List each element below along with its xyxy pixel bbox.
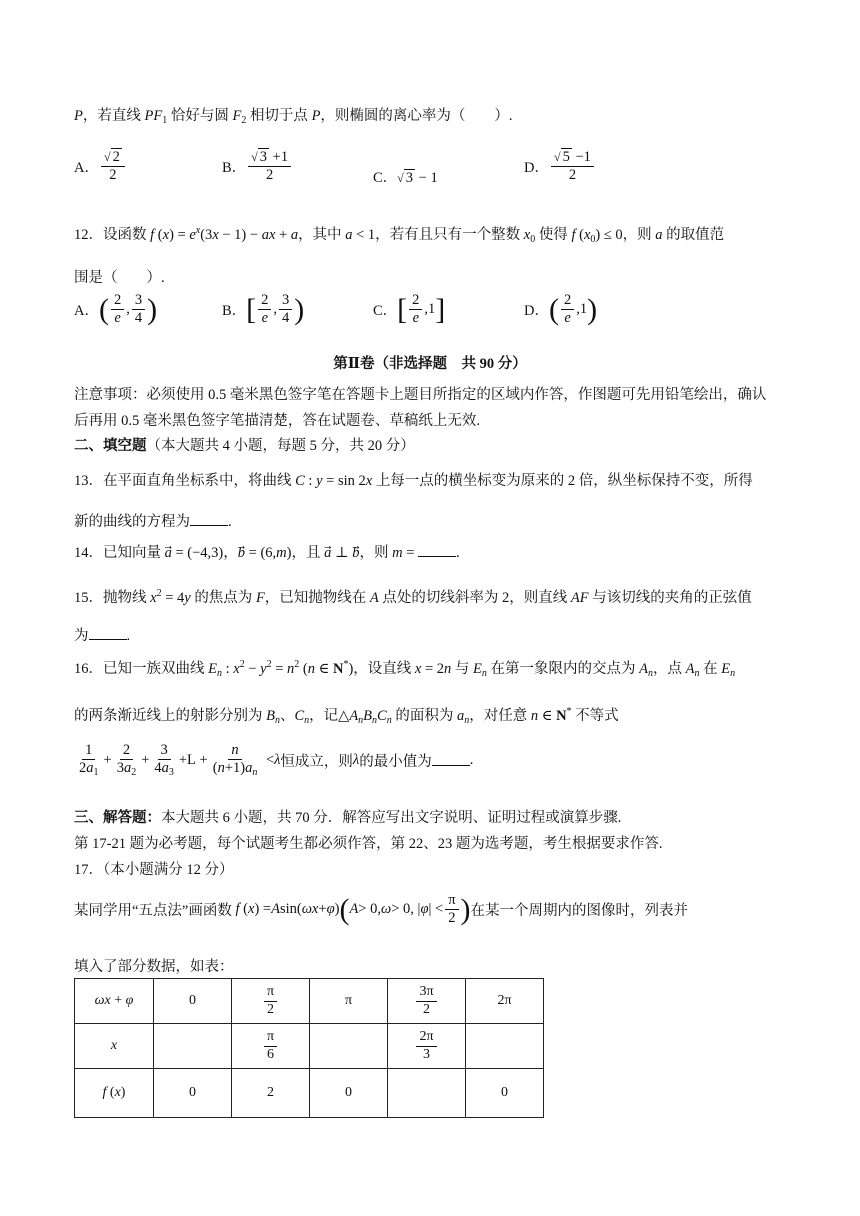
q14-text: 14．已知向量 a⃗ = (−4,3)，b⃗ = (6,m)，且 a⃗ ⊥ b⃗，则 m = . (74, 545, 460, 561)
part2-title: 第Ⅱ卷（非选择题 共 90 分） (333, 356, 527, 372)
table-cell-r1-c0: x (75, 1024, 154, 1069)
table-cell-r2-c1: 0 (154, 1069, 232, 1118)
section2-desc: （本大题共 4 小题，每题 5 分，共 20 分） (146, 438, 415, 454)
q11-option-d: D． $\frac{√ 5 -1}{2}$ (524, 150, 596, 183)
q12-line2: 围是（ ）. (74, 270, 165, 286)
table-cell-r2-c3: 0 (310, 1069, 388, 1118)
section3-line2: 第 17-21 题为必考题，每个试题考生都必须作答，第 22、23 题为选考题，考生根据要求作答. (74, 836, 663, 852)
table-cell-r0-c2: $\frac{\pi}{2}$ (232, 979, 310, 1024)
section2-title: 二、填空题 (74, 438, 147, 454)
table-cell-r0-c4: $\frac{3\pi}{2}$ (388, 979, 466, 1024)
table-cell-r2-c4 (388, 1069, 466, 1118)
table-cell-r2-c5: 0 (466, 1069, 544, 1118)
q12-option-d: D． ( $\frac{2}{e}$ ,1 ) (524, 292, 598, 327)
table-cell-r2-c0: f (x) (75, 1069, 154, 1118)
part2-notice-line2: 后再用 0.5 毫米黑色签字笔描清楚，答在试题卷、草稿纸上无效. (74, 413, 480, 429)
table-cell-r1-c3 (310, 1024, 388, 1069)
q13-line1: 13．在平面直角坐标系中，将曲线 C : y = sin 2x 上每一点的横坐标变为原来的 2 倍，纵坐标保持不变，所得 (74, 473, 753, 489)
q12-option-b: B． [ $\frac{2}{e}$ , $\frac{3}{4}$ ) (222, 292, 305, 327)
part2-notice-line1: 注意事项：必须使用 0.5 毫米黑色签字笔在答题卡上题目所指定的区域内作答，作图题可先用铅笔绘出，确认 (74, 387, 767, 403)
q16-line2: 的两条渐近线上的射影分别为 $B_n$、$C_n$，记$\triangle A_nB_nC_n$ 的面积为 $a_n$，对任意 n ∈ N* 不等式 (74, 706, 619, 726)
q11-option-a: A． $\frac{√ 2}{2}$ (74, 150, 127, 183)
table-cell-r0-c3: π (310, 979, 388, 1024)
q11-text: P，若直线 $PF_1$ 恰好与圆 $F_2$ 相切于点 P，则椭圆的离心率为（ ）. (74, 108, 513, 126)
q17-heading: 17．（本小题满分 12 分） (74, 862, 234, 878)
q12-line1: 12．设函数 f $(x) = e^x(3x - 1)$ − ax + a，其中 a < 1，若有且只有一个整数 $x_0$ 使得 f $(x_0) \le 0$，则 a 的取值范 (74, 225, 725, 245)
table-cell-r0-c0: ωx + φ (75, 979, 154, 1024)
table-cell-r1-c5 (466, 1024, 544, 1069)
table-cell-r0-c1: 0 (154, 979, 232, 1024)
q12-option-a: A． ( $\frac{2}{e}$ , $\frac{3}{4}$ ) (74, 292, 158, 327)
table-cell-r1-c4: $\frac{2\pi}{3}$ (388, 1024, 466, 1069)
q15-line1: 15．抛物线 $x^2 = 4y$ 的焦点为 F，已知抛物线在 A 点处的切线斜率为 2，则直线 AF 与该切线的夹角的正弦值 (74, 588, 752, 606)
table-cell-r0-c5: 2π (466, 979, 544, 1024)
q17-line2: 填入了部分数据，如表： (74, 959, 234, 975)
q11-option-c: C．√ 3 − 1 (373, 170, 438, 186)
q16-line1: 16．已知一族双曲线 $E_n$ : $x^2 - y^2 = n^2$ (n ∈ N*)，设直线 x = 2n 与 $E_n$ 在第一象限内的交点为 $A_n$，点 $A_n$ 在 $E_n$ (74, 659, 736, 679)
q13-line2: 新的曲线的方程为 . (74, 514, 232, 530)
q11-option-b: B． $\frac{√ 3 +1}{2}$ (222, 150, 293, 183)
table-cell-r2-c2: 2 (232, 1069, 310, 1118)
q15-line2: 为 . (74, 628, 131, 644)
five-point-table (74, 978, 544, 1118)
q12-option-c: C． [ $\frac{2}{e}$ ,1 ] (373, 292, 446, 327)
q16-line3: $\frac{1}{2a_1}$ + $\frac{2}{3a_2}$ + $\frac{3}{4a_3}$ +L + $\frac{n}{(n+1)a_n}$ < λ 恒成立，则 λ 的最小值为 . (79, 742, 474, 779)
table-cell-r1-c1 (154, 1024, 232, 1069)
section2-heading (74, 434, 415, 455)
section3-line1: 三、解答题：本大题共 6 小题，共 70 分．解答应写出文字说明、证明过程或演算步骤. (74, 810, 622, 826)
table-cell-r1-c2: $\frac{\pi}{6}$ (232, 1024, 310, 1069)
q17-line1: 某同学用“五点法”画函数 f ( x ) = A sin( ωx + φ ) ( A > 0, ω > 0, | φ | < $\frac{\pi}{2}$ ) 在某一个周期内的图像时，列表并 (74, 892, 689, 927)
